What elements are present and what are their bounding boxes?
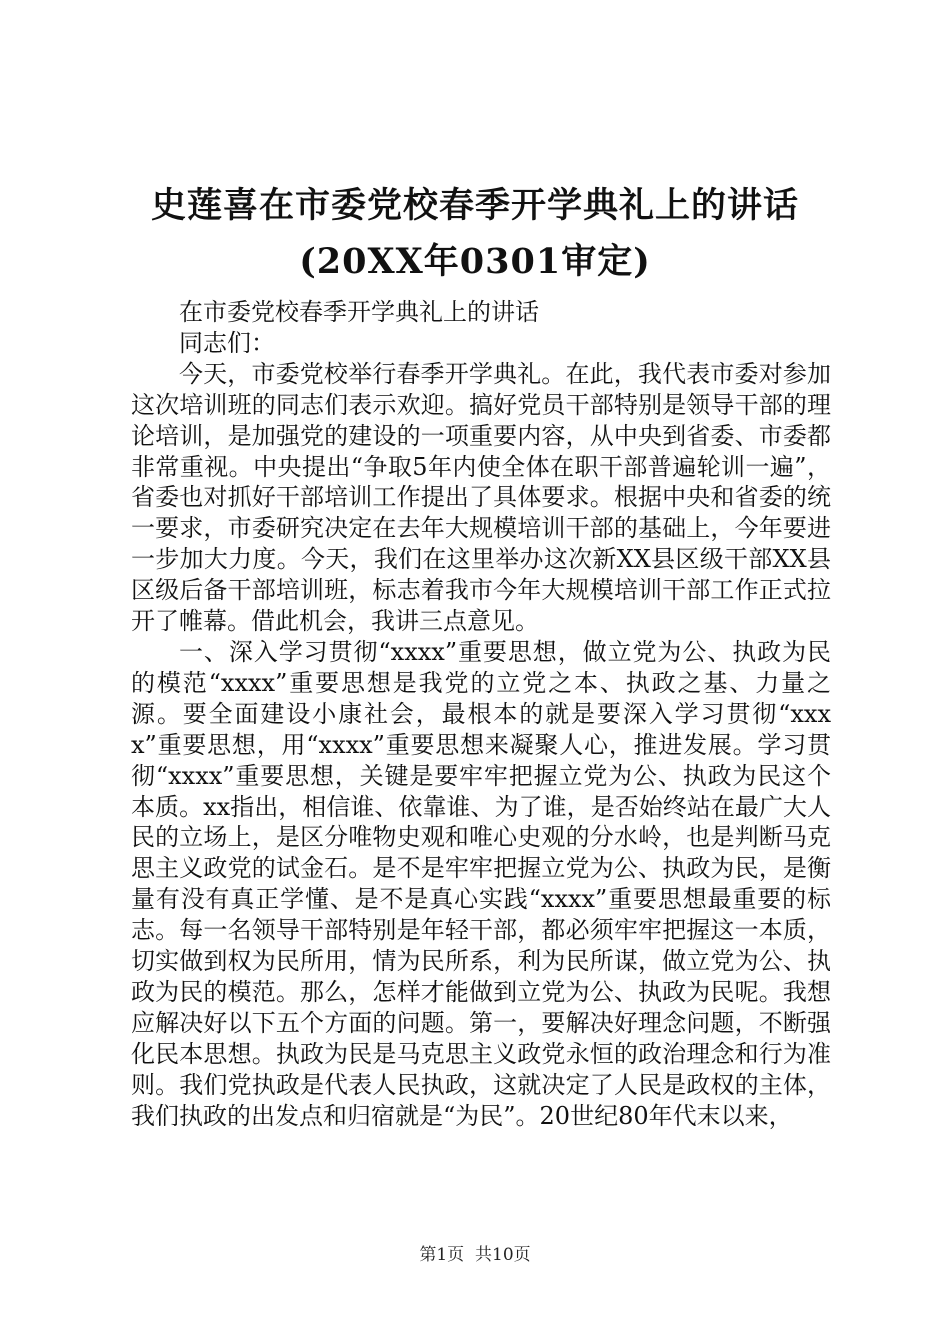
- document-subtitle: (20XX年0301审定): [299, 241, 651, 282]
- page-footer: [0, 1244, 950, 1266]
- paragraph-salutation: 同志们：: [179, 328, 275, 357]
- paragraph-section-one: 一、深入学习贯彻“xxxx”重要思想，做立党为公、执政为民的模范“xxxx”重要思想是我党的立党之本、执政之基、力量之源。要全面建设小康社会，最根本的就是要深入学习贯彻“xxxx”重要思想，用“xxxx”重要思想来凝聚人心，推进发展。学习贯彻“xxxx”重要思想，关键是要牢牢把握立党为公、执政为民这个本质。xx指出，相信谁、依靠谁、为了谁，是否始终站在最广大人民的立场上，是区分唯物史观和唯心史观的分水岭，也是判断马克思主义政党的试金石。是不是牢牢把握立党为公、执政为民，是衡量有没有真正学懂、是不是真心实践“xxxx”重要思想最重要的标志。每一名领导干部特别是年轻干部，都必须牢牢把握这一本质，切实做到权为民所用，情为民所系，利为民所谋，做立党为公、执政为民的模范。那么，怎样才能做到立党为公、执政为民呢。我想应解决好以下五个方面的问题。第一，要解决好理念问题，不断强化民本思想。执政为民是马克思主义政党永恒的政治理念和行为准则。我们党执政是代表人民执政，这就决定了人民是政权的主体，我们执政的出发点和归宿就是“为民”。20世纪80年代末以来，: [131, 637, 831, 1130]
- page-number: 第1页: [419, 1245, 465, 1265]
- document-title: 史莲喜在市委党校春季开学典礼上的讲话: [150, 185, 799, 226]
- page-total: 共10页: [475, 1245, 531, 1265]
- paragraph-heading: 在市委党校春季开学典礼上的讲话: [179, 298, 539, 326]
- paragraph-intro: 今天，市委党校举行春季开学典礼。在此，我代表市委对参加这次培训班的同志们表示欢迎。搞好党员干部特别是领导干部的理论培训，是加强党的建设的一项重要内容，从中央到省委、市委都非常重视。中央提出“争取5年内使全体在职干部普遍轮训一遍”，省委也对抓好干部培训工作提出了具体要求。根据中央和省委的统一要求，市委研究决定在去年大规模培训干部的基础上，今年要进一步加大力度。今天，我们在这里举办这次新XX县区级干部XX县区级后备干部培训班，标志着我市今年大规模培训干部工作正式拉开了帷幕。借此机会，我讲三点意见。: [131, 359, 831, 636]
- document-body: [131, 297, 831, 1131]
